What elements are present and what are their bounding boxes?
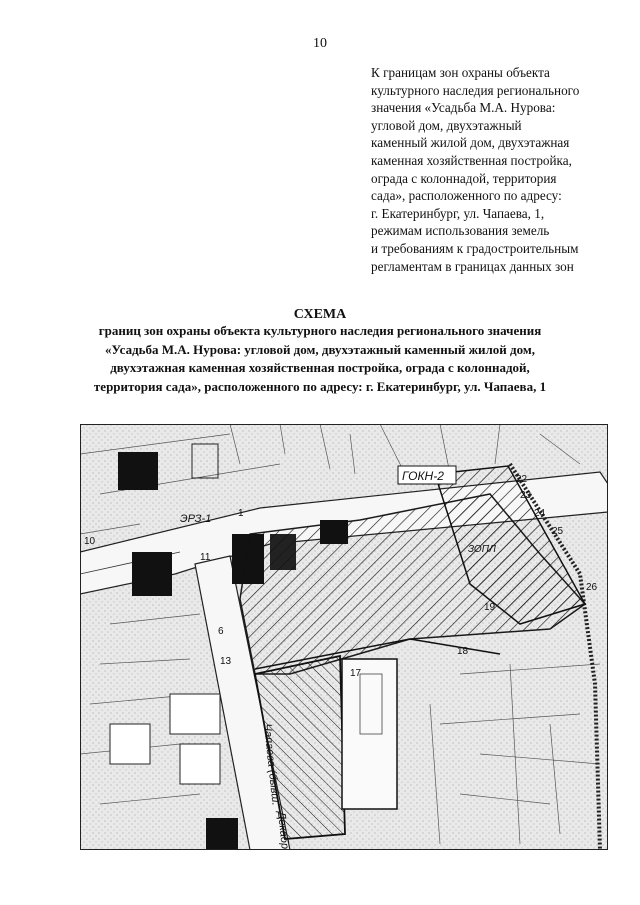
annex-line: каменная хозяйственная постройка, [371, 152, 572, 168]
annex-note [371, 64, 611, 275]
zone-label-gokn: ГОКН-2 [402, 469, 444, 483]
building-black [132, 552, 172, 596]
zoning-map [80, 424, 608, 850]
annex-line: режимам использования земель [371, 223, 550, 239]
point-label: 22 [516, 474, 528, 485]
annex-line: значения «Усадьба М.А. Нурова: [371, 100, 556, 116]
annex-line: регламентам в границах данных зон [371, 258, 574, 274]
point-label: 26 [586, 582, 598, 593]
point-label: 25 [552, 526, 564, 537]
annex-line: и требованиям к градостроительным [371, 240, 579, 256]
point-label: 13 [220, 656, 232, 667]
map-drawing [80, 424, 608, 850]
annex-line: сада», расположенного по адресу: [371, 188, 562, 204]
building-black [118, 452, 158, 490]
subtitle-line: двухэтажная каменная хозяйственная постройка, ограда с колоннадой, [110, 360, 530, 375]
annex-line: ограда с колоннадой, территория [371, 170, 557, 186]
subtitle-line: «Усадьба М.А. Нурова: угловой дом, двухэтажный каменный жилой дом, [105, 341, 535, 357]
street-label: Декабр [275, 811, 291, 850]
point-label: 6 [218, 626, 224, 637]
document-title: СХЕМА [293, 307, 347, 322]
building-black [206, 818, 238, 850]
annex-line: каменный жилой дом, двухэтажная [371, 135, 570, 151]
zone-label-erz: ЭРЗ-1 [180, 513, 212, 525]
point-label: 1 [238, 508, 244, 519]
zone-label-zopl: ЗОПЛ [468, 544, 496, 555]
annex-line: К границам зон охраны объекта [371, 65, 550, 80]
document-subtitle [60, 322, 580, 396]
point-label: 19 [484, 602, 496, 613]
point-label: 11 [200, 552, 211, 563]
point-label: 18 [457, 646, 469, 657]
page-number: 10 [313, 36, 327, 51]
annex-line: г. Екатеринбург, ул. Чапаева, 1, [371, 205, 545, 221]
point-label: 10 [84, 536, 96, 547]
point-label: 17 [350, 668, 362, 679]
street-label: Чапаева (бывш. [261, 723, 282, 807]
annex-line: культурного наследия регионального [371, 82, 580, 98]
point-label: 24 [534, 508, 546, 519]
annex-line: угловой дом, двухэтажный [371, 117, 522, 133]
subtitle-line: территория сада», расположенного по адресу: г. Екатеринбург, ул. Чапаева, 1 [93, 378, 547, 394]
point-label: 23 [520, 490, 532, 501]
subtitle-line: границ зон охраны объекта культурного наследия регионального значения [98, 323, 542, 338]
